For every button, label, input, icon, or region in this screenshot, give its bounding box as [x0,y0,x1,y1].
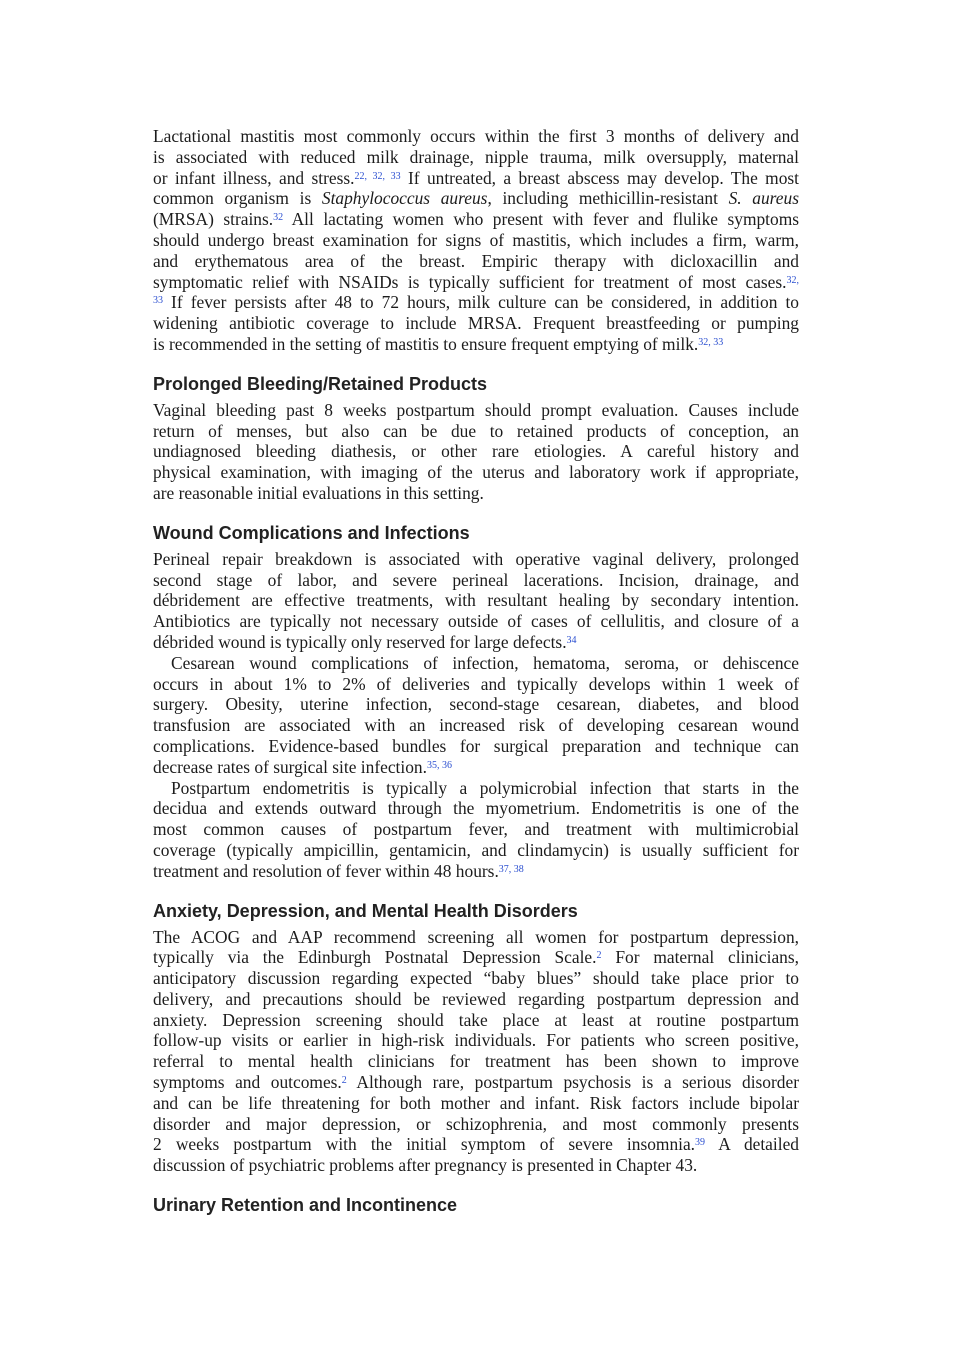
text-line [153,1051,799,1072]
text-line [153,611,799,632]
text-line [153,313,799,334]
text-span: widening antibiotic coverage to include MRSA. Frequent breastfeeding or pumping [153,313,799,334]
paragraph [153,400,799,504]
citation-link[interactable]: 39 [695,1137,706,1149]
text-line [153,209,799,230]
text-line [153,1010,799,1031]
citation-link[interactable]: 32, 33 [698,336,724,348]
text-span: symptomatic relief with NSAIDs is typically sufficient for treatment of most cases. [153,271,787,292]
text-span: The ACOG and AAP recommend screening all women for postpartum depression, [153,926,799,947]
text-span: is recommended in the setting of mastitis to ensure frequent emptying of milk. [153,333,699,354]
text-span: follow-up visits or earlier in high-risk individuals. For patients who screen positive, [153,1030,799,1051]
text-span: common organism is [153,188,322,209]
text-line [153,400,799,421]
text-line [153,927,799,948]
section-heading: Wound Complications and Infections [153,522,470,543]
paragraph [153,653,799,778]
paragraph [153,549,799,653]
text-span: 2 weeks postpartum with the initial symptom of severe insomnia. [153,1134,696,1155]
text-line [153,147,799,168]
text-span: Although rare, postpartum psychosis is a serious disorder [346,1072,799,1093]
text-line [153,168,799,189]
text-span: typically via the Edinburgh Postnatal Depression Scale. [153,947,597,968]
text-line [153,272,799,293]
text-span: complications. Evidence-based bundles for surgical preparation and technique can [153,735,799,756]
text-span: and erythematous area of the breast. Empiric therapy with dicloxacillin and [153,250,799,271]
section-heading: Anxiety, Depression, and Mental Health Disorders [153,900,578,921]
text-line [153,736,799,757]
text-line [153,694,799,715]
text-line [153,292,799,313]
paragraph [153,927,799,1177]
text-line [153,674,799,695]
text-line [153,715,799,736]
text-span: referral to mental health clinicians for treatment has been shown to improve [153,1051,799,1072]
text-line [153,188,799,209]
text-span: Cesarean wound complications of infection, hematoma, seroma, or dehiscence [171,652,799,673]
section-heading: Urinary Retention and Incontinence [153,1195,458,1216]
text-line [153,861,799,882]
text-line [153,1030,799,1051]
text-line [153,549,799,570]
text-span: débrided wound is typically only reserved for large defects. [153,631,567,652]
text-line [153,1114,799,1135]
document-page [153,126,799,1221]
text-span: treatment and resolution of fever within 48 hours. [153,860,499,881]
urinary-section [153,1194,799,1216]
text-span: return of menses, but also can be due to retained products of conception, an [153,420,799,441]
text-line [153,462,799,483]
text-span: most common causes of postpartum fever, and treatment with multimicrobial [153,819,799,840]
bleeding-section [153,373,799,504]
text-span: discussion of psychiatric problems after pregnancy is presented in Chapter 43. [153,1155,698,1176]
text-span: A detailed [705,1134,799,1155]
text-line [153,819,799,840]
text-span: If fever persists after 48 to 72 hours, milk culture can be considered, in addition to [163,292,799,313]
citation-link[interactable]: 35, 36 [426,759,452,771]
text-span: decrease rates of surgical site infection. [153,756,427,777]
text-span: symptoms and outcomes. [153,1072,342,1093]
mastitis-section [153,126,799,355]
text-line [153,1093,799,1114]
text-span: transfusion are associated with an increased risk of developing cesarean wound [153,715,799,736]
text-line [153,334,799,355]
text-line [153,483,799,504]
text-line [153,570,799,591]
text-line [153,968,799,989]
citation-link[interactable]: 22, 32, 33 [354,170,401,182]
text-span: occurs in about 1% to 2% of deliveries and typically develops within 1 week of [153,673,799,694]
citation-link[interactable]: 32 [273,212,284,224]
text-line [153,590,799,611]
paragraph [153,778,799,882]
text-line [153,441,799,462]
paragraph [153,126,799,355]
text-span: disorder and major depression, or schizophrenia, and most commonly presents [153,1113,799,1134]
text-span: Lactational mastitis most commonly occurs within the first 3 months of delivery and [153,126,799,146]
text-span: should undergo breast examination for signs of mastitis, which includes a firm, warm, [153,229,799,250]
wound-section [153,522,799,882]
text-line [153,251,799,272]
text-span: are reasonable initial evaluations in this setting. [153,482,484,503]
text-line [153,840,799,861]
text-span: undiagnosed bleeding diathesis, or other rare etiologies. A careful history and [153,441,799,462]
text-span: decidua and extends outward through the myometrium. Endometritis is one of the [153,798,799,819]
text-line [153,632,799,653]
text-span: For maternal clinicians, [601,947,799,968]
text-line [153,1155,799,1176]
citation-link[interactable]: 34 [566,634,577,646]
text-line [153,989,799,1010]
text-span: or infant illness, and stress. [153,167,355,188]
text-span: second stage of labor, and severe perineal lacerations. Incision, drainage, and [153,569,799,590]
text-span: anticipatory discussion regarding expected “baby blues” should take place prior to [153,968,799,989]
mental-health-section [153,900,799,1177]
text-span: surgery. Obesity, uterine infection, second-stage cesarean, diabetes, and blood [153,694,799,715]
section-heading: Prolonged Bleeding/Retained Products [153,373,488,394]
text-span: is associated with reduced milk drainage, nipple trauma, milk oversupply, maternal [153,146,799,167]
text-line [153,798,799,819]
text-span: If untreated, a breast abscess may develop. The most [400,167,799,188]
text-span: Postpartum endometritis is typically a polymicrobial infection that starts in the [171,777,799,798]
text-line [153,757,799,778]
text-line [153,947,799,968]
text-span: anxiety. Depression screening should take place at least at routine postpartum [153,1009,799,1030]
text-span: delivery, and precautions should be reviewed regarding postpartum depression and [153,988,799,1009]
text-line [153,1072,799,1093]
text-line [153,1134,799,1155]
text-span: physical examination, with imaging of the uterus and laboratory work if appropriate, [153,462,799,483]
text-line [153,230,799,251]
citation-link[interactable]: 2 [341,1075,347,1087]
text-span: , including methicillin-resistant [487,188,729,209]
text-line [153,421,799,442]
text-line [153,778,799,799]
citation-link[interactable]: 37, 38 [498,863,524,875]
citation-link[interactable]: 32, [786,274,799,286]
text-span: (MRSA) strains. [153,209,274,230]
citation-link[interactable]: 33 [153,295,163,307]
italic-species-name: Staphylococcus aureus [321,188,488,209]
text-span: All lactating women who present with fever and flulike symptoms [283,209,799,230]
text-span: and can be life threatening for both mother and infant. Risk factors include bipolar [153,1092,799,1113]
text-span: Vaginal bleeding past 8 weeks postpartum should prompt evaluation. Causes include [153,399,799,420]
text-span: débridement are effective treatments, with resultant healing by secondary intention. [153,590,799,611]
citation-link[interactable]: 2 [596,950,602,962]
text-span: coverage (typically ampicillin, gentamicin, and clindamycin) is usually sufficient for [153,839,799,860]
text-line [153,126,799,147]
text-line [153,653,799,674]
text-span: Antibiotics are typically not necessary outside of cases of cellulitis, and closure of a [153,611,799,632]
text-span: Perineal repair breakdown is associated with operative vaginal delivery, prolonged [153,548,799,569]
italic-species-name: S. aureus [728,188,799,209]
